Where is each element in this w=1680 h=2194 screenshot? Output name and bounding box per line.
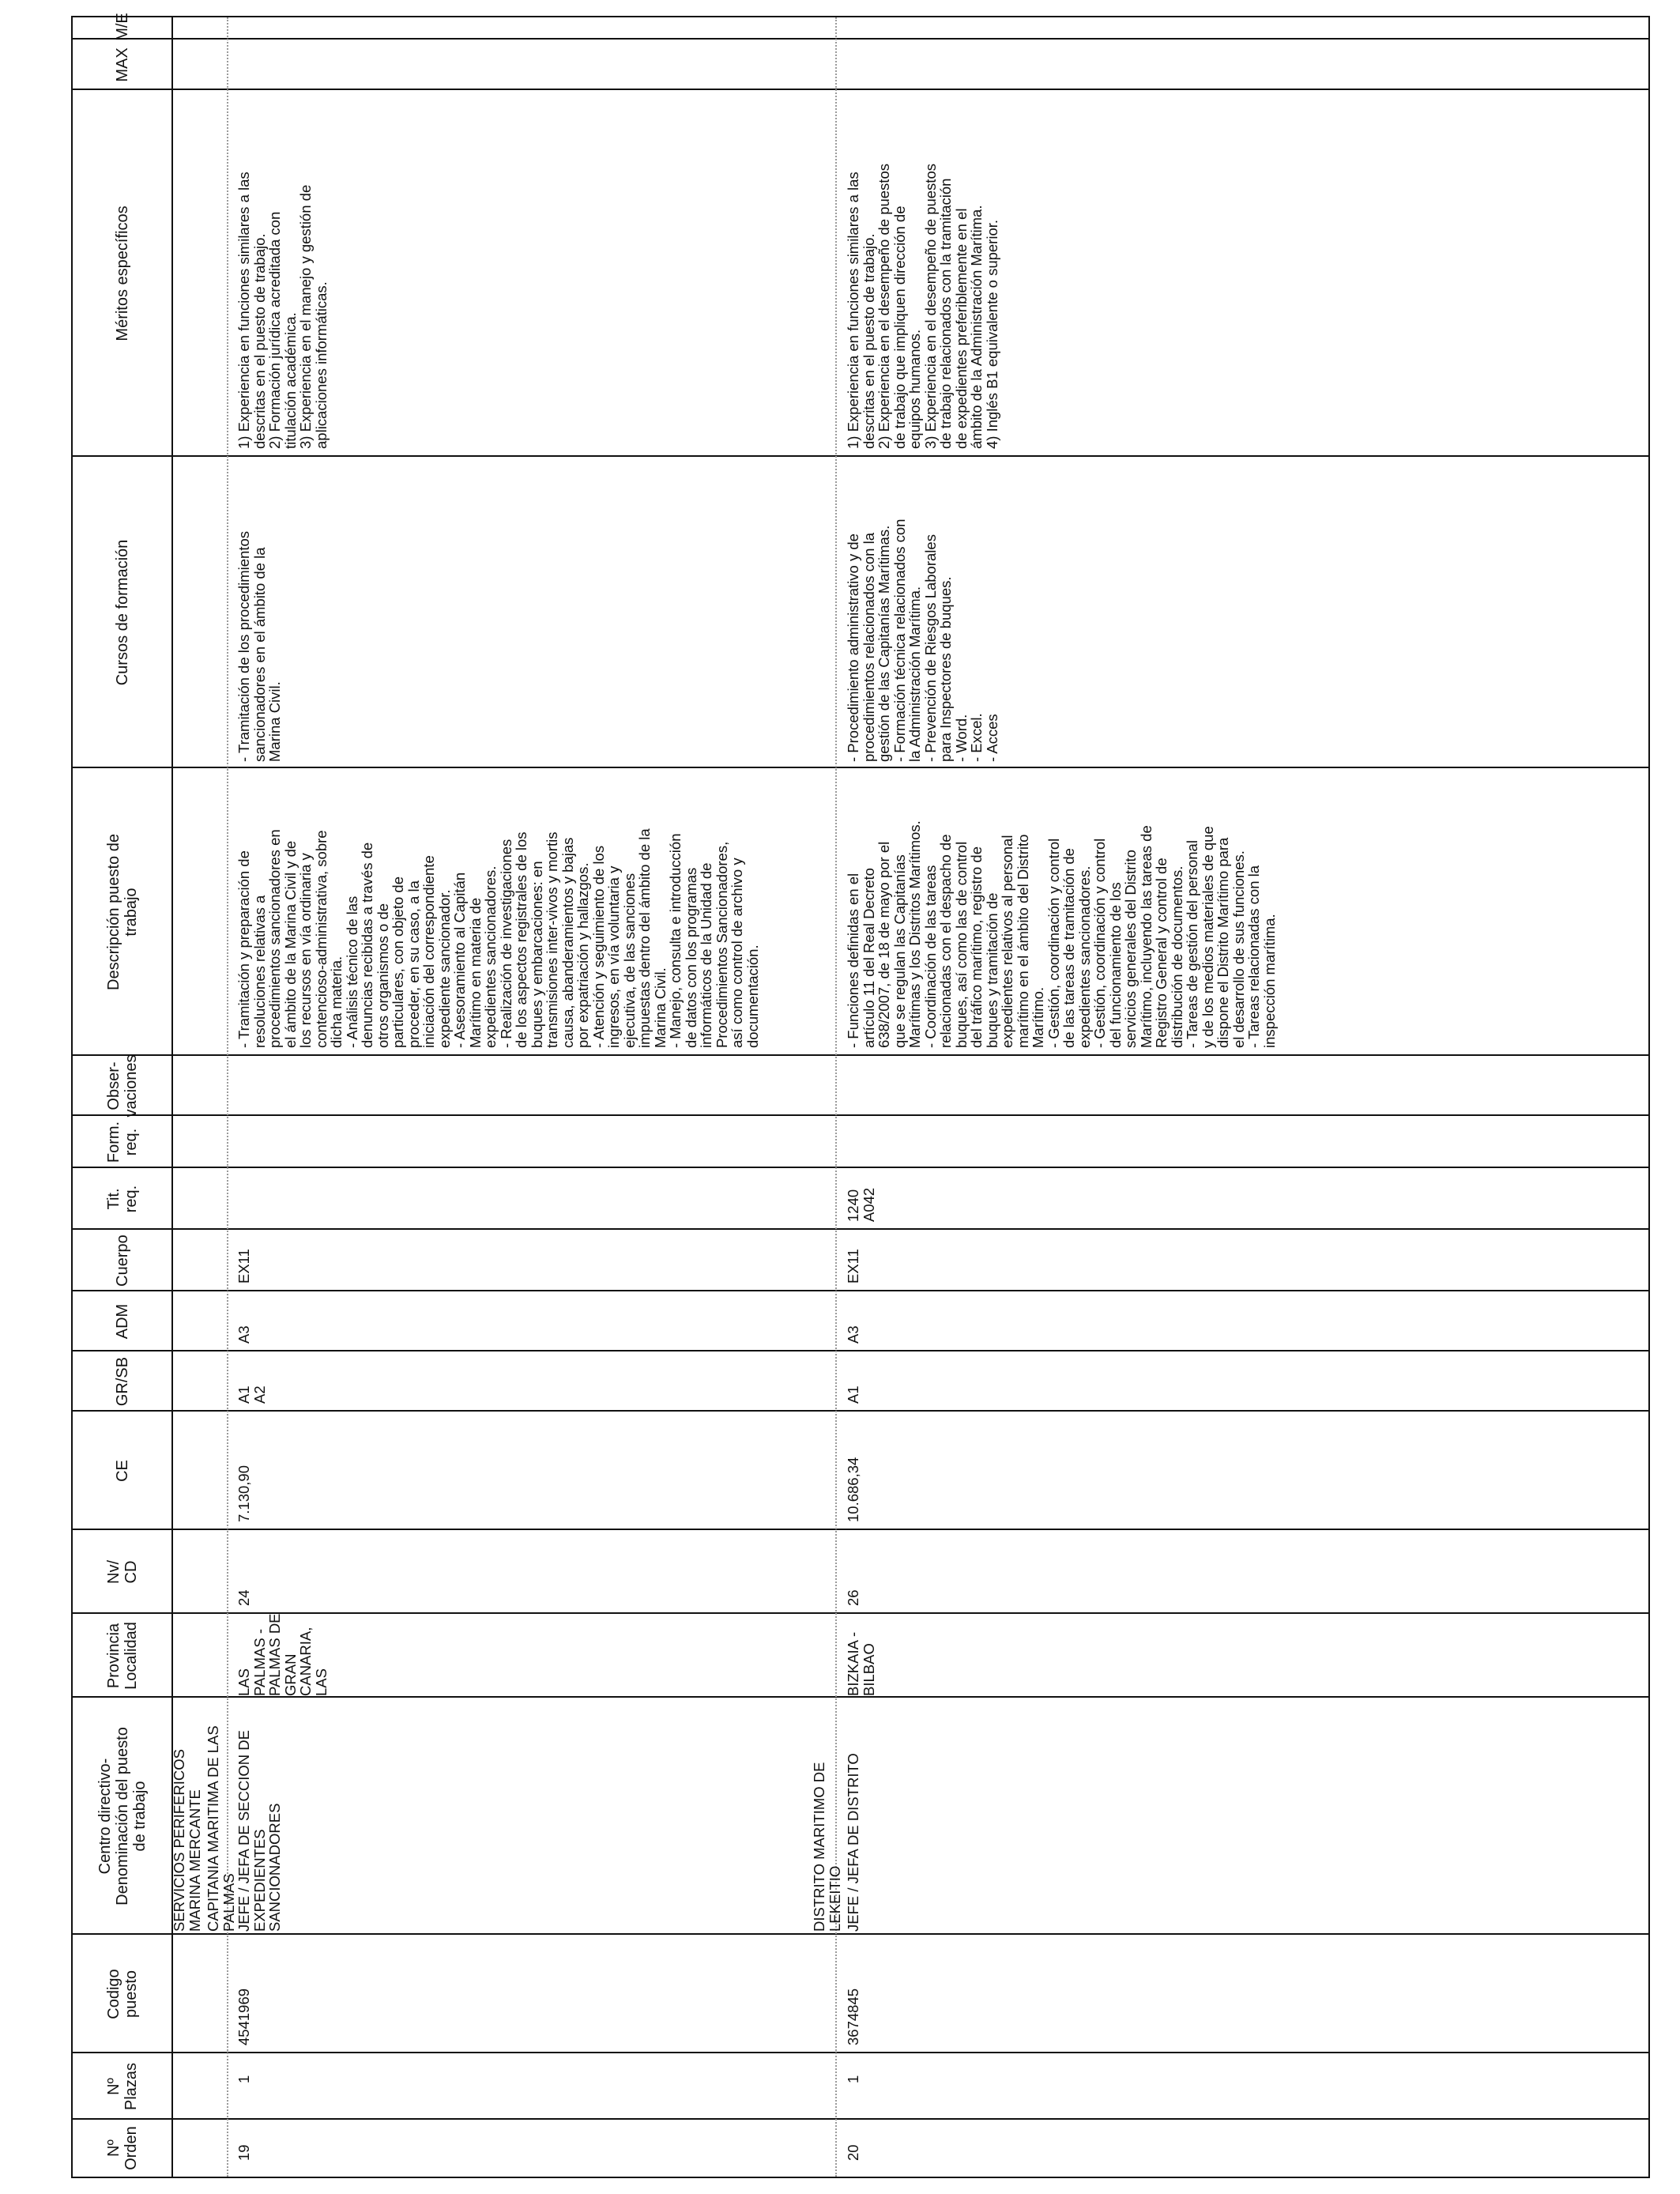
cell-tit: 1240 A042 bbox=[845, 1187, 877, 1222]
cell-denominacion: JEFE / JEFA DE SECCION DE EXPEDIENTES SANCIONADORES bbox=[235, 1730, 283, 1932]
cell-ce: 7.130,90 bbox=[235, 1465, 252, 1522]
cell-grsb: A1 A2 bbox=[235, 1385, 268, 1404]
unit-name-1: CAPITANIA MARITIMA DE LAS PALMAS bbox=[205, 1725, 237, 1932]
cell-meritos: 1) Experiencia en funciones similares a las descritas en el puesto de trabajo. 2) Formación jurídica acreditada con titulación académica. 3) Experiencia en el manejo y gestión de aplicaciones informáticas. bbox=[235, 172, 330, 449]
cell-orden: 20 bbox=[845, 2144, 861, 2161]
cell-plazas: 1 bbox=[235, 2075, 252, 2083]
header-descripcion: Descripción puesto de trabajo bbox=[104, 834, 140, 990]
cell-adm: A3 bbox=[845, 1325, 861, 1344]
cell-denominacion: JEFE / JEFA DE DISTRITO bbox=[845, 1753, 861, 1932]
cell-descripcion: - Tramitación y preparación de resoluciones relativas a procedimientos sancionadores en el ámbito de la Marina Civil y de los recursos en vía ordinaria y contencioso-administrativa, sobre dicha materia. - Análisis técnico de las denuncias recibidas a través de otros organismos o de particulares, con objeto de proceder, en su caso, a la iniciación del correspondiente expediente sancionador. - Asesoramiento al Capitán Marítimo en materia de expedientes sancionadores. - Realización de investigaciones de los aspectos registrales de los buques y embarcaciones: en transmisiones inter-vivos y mortis causa, abanderamientos y bajas por expatriación y hallazgos. - Atención y seguimiento de los ingresos, en vía voluntaria y ejecutiva, de las sanciones impuestas dentro del ámbito de la Marina Civil. - Manejo, consulta e introducción de datos con los programas informáticos de la Unidad de Procedimientos Sancionadores, así como control de archivo y documentación. bbox=[235, 828, 761, 1048]
header-ce: CE bbox=[113, 1460, 131, 1482]
header-form: Form. req. bbox=[104, 1121, 140, 1163]
cell-grsb: A1 bbox=[845, 1385, 861, 1404]
cell-meritos: 1) Experiencia en funciones similares a las descritas en el puesto de trabajo. 2) Experiencia en el desempeño de puestos de trabajo que impliquen dirección de equipos humanos. 3) Experiencia en el desempeño de puestos de trabajo relacionados con la tramitación de expedientes preferiblemente en el ámbito de la Administración Marítima. 4) Inglés B1 equivalente o superior. bbox=[845, 164, 1000, 449]
cell-descripcion: - Funciones definidas en el artículo 11 del Real Decreto 638/2007, de 18 de mayo por el que se regulan las Capitanías Marítimas y los Distritos Marítimos. - Coordinación de las tareas relacionadas con el despacho de buques, así como las de control del tráfico marítimo, registro de buques y tramitación de expedientes relativos al personal marítimo en el ámbito del Distrito Marítimo. - Gestión, coordinación y control de las tareas de tramitación de expedientes sancionadores. - Gestión, coordinación y control del funcionamiento de los servicios generales del Distrito Marítimo, incluyendo las tareas de Registro General y control de distribución de documentos. - Tareas de gestión del personal y de los medios materiales de que dispone el Distrito Marítimo para el desarrollo de sus funciones. - Tareas relacionadas con la inspección marítima. bbox=[845, 820, 1278, 1048]
header-centro: Centro directivo- Denominación del puesto de trabajo bbox=[96, 1727, 149, 1906]
header-obs: Obser- vaciones bbox=[104, 1054, 140, 1118]
cell-ce: 10.686,34 bbox=[845, 1457, 861, 1522]
header-orden: Nº Orden bbox=[104, 2126, 140, 2170]
header-cuerpo: Cuerpo bbox=[113, 1235, 131, 1287]
cell-adm: A3 bbox=[235, 1325, 252, 1344]
header-provincia: Provincia Localidad bbox=[104, 1622, 140, 1690]
header-max: MAX bbox=[113, 47, 131, 82]
cell-cursos: - Tramitación de los procedimientos sancionadores en el ámbito de la Marina Civil. bbox=[235, 530, 283, 762]
header-tit: Tit. req. bbox=[104, 1185, 140, 1213]
header-meritos: Méritos específicos bbox=[113, 205, 131, 341]
cell-codigo: 4541969 bbox=[235, 1988, 252, 2045]
job-positions-table bbox=[71, 13, 1650, 2178]
cell-orden: 19 bbox=[235, 2144, 252, 2161]
header-nv: Nv/ CD bbox=[104, 1560, 140, 1584]
cell-plazas: 1 bbox=[845, 2075, 861, 2083]
header-me: M/E bbox=[113, 13, 131, 41]
header-adm: ADM bbox=[113, 1303, 131, 1340]
section-header: SERVICIOS PERIFERICOS MARINA MERCANTE bbox=[171, 1749, 203, 1932]
cell-nv: 26 bbox=[845, 1589, 861, 1606]
cell-cursos: - Procedimiento administrativo y de procedimientos relacionados con la gestión de las Capitanías Marítimas. - Formación técnica relacionados con la Administración Marítima. - Prevención de Riesgos Laborales para Inspectores de buques. - Word. - Excel. - Acces bbox=[845, 518, 1000, 762]
cell-provincia: BIZKAIA - BILBAO bbox=[845, 1631, 877, 1696]
cell-cuerpo: EX11 bbox=[845, 1249, 861, 1284]
cell-provincia: LAS PALMAS - PALMAS DE GRAN CANARIA, LAS bbox=[235, 1613, 330, 1696]
unit-name-2: DISTRITO MARITIMO DE LEKEITIO bbox=[811, 1762, 843, 1932]
cell-cuerpo: EX11 bbox=[235, 1249, 252, 1284]
cell-nv: 24 bbox=[235, 1589, 252, 1606]
cell-codigo: 3674845 bbox=[845, 1988, 861, 2045]
header-cursos: Cursos de formación bbox=[113, 539, 131, 686]
header-grsb: GR/SB bbox=[113, 1356, 131, 1407]
header-plazas: Nº Plazas bbox=[104, 2062, 140, 2111]
table-header bbox=[73, 13, 173, 2177]
header-codigo: Codigo puesto bbox=[104, 1969, 140, 2019]
